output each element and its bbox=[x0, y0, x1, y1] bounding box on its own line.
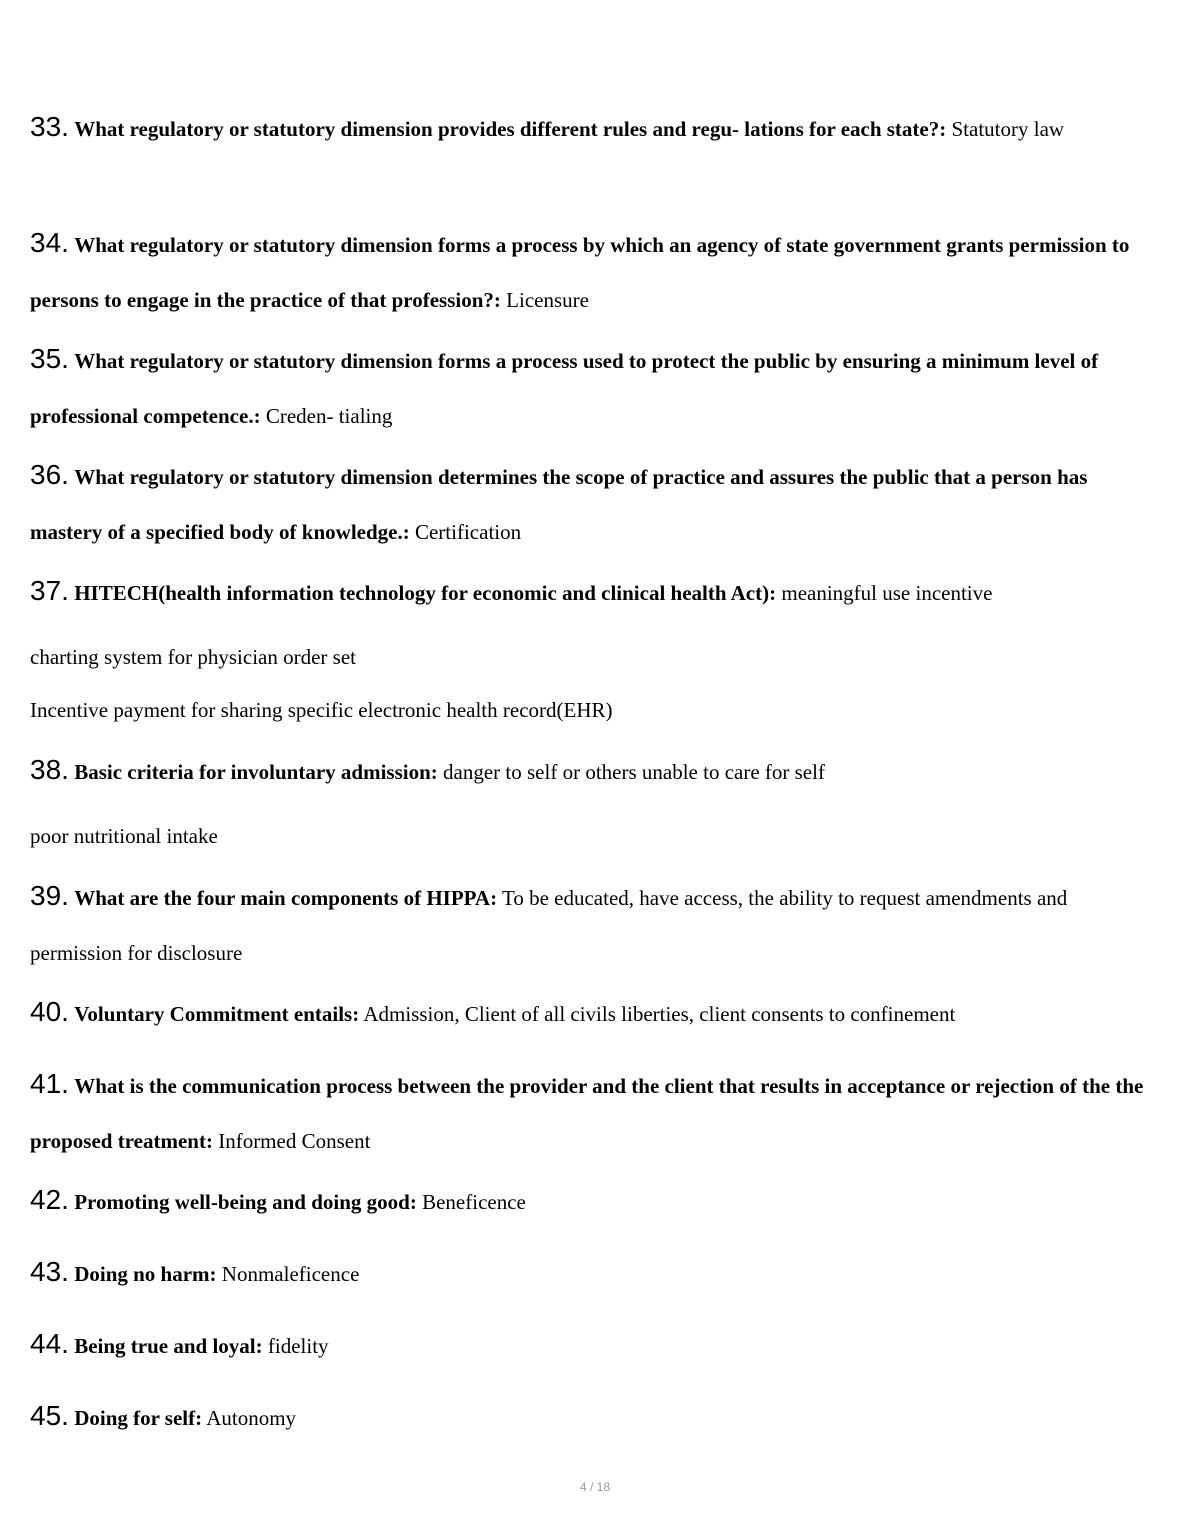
answer-text: Nonmaleficence bbox=[221, 1262, 360, 1286]
qa-item-37 bbox=[30, 563, 1160, 621]
item-number: 38. bbox=[30, 754, 69, 785]
item-number: 34. bbox=[30, 227, 69, 258]
answer-text: To be educated, have access, the ability to request amendments and permission for disclosure bbox=[30, 886, 1068, 965]
qa-item-43 bbox=[30, 1244, 1160, 1302]
qa-item-35 bbox=[30, 331, 1160, 444]
answer-text: fidelity bbox=[267, 1334, 329, 1358]
item-number: 37. bbox=[30, 575, 69, 606]
question-text: What is the communication process between the provider and the client that results in acceptance or rejection of the the proposed treatment: bbox=[30, 1074, 1144, 1153]
question-text: What regulatory or statutory dimension provides different rules and regu- lations for each state?: bbox=[74, 117, 947, 141]
question-text: Promoting well-being and doing good: bbox=[74, 1190, 417, 1214]
qa-item-42 bbox=[30, 1172, 1160, 1230]
item-number: 33. bbox=[30, 111, 69, 142]
item-number: 43. bbox=[30, 1256, 69, 1287]
answer-text: meaningful use incentive bbox=[781, 581, 993, 605]
qa-item-44 bbox=[30, 1316, 1160, 1374]
qa-item-40 bbox=[30, 984, 1160, 1042]
answer-text: Statutory law bbox=[951, 117, 1065, 141]
qa-item-36 bbox=[30, 447, 1160, 560]
item-number: 45. bbox=[30, 1400, 69, 1431]
answer-text: Licensure bbox=[506, 288, 589, 312]
question-text: What regulatory or statutory dimension forms a process by which an agency of state government grants permission to persons to engage in the practice of that profession?: bbox=[30, 233, 1130, 312]
page-number: 4 / 18 bbox=[579, 1480, 611, 1494]
item-number: 41. bbox=[30, 1068, 69, 1099]
answer-text: Creden- tialing bbox=[265, 404, 393, 428]
answer-text: danger to self or others unable to care for self bbox=[443, 760, 825, 784]
question-text: What regulatory or statutory dimension determines the scope of practice and assures the public that a person has mastery of a specified body of knowledge.: bbox=[30, 465, 1088, 544]
answer-text: Informed Consent bbox=[218, 1129, 371, 1153]
question-text: HITECH(health information technology for economic and clinical health Act): bbox=[74, 581, 777, 605]
qa-item-38 bbox=[30, 742, 1160, 800]
question-text: What regulatory or statutory dimension forms a process used to protect the public by ensuring a minimum level of professional competence.: bbox=[30, 349, 1099, 428]
answer-continuation: Incentive payment for sharing specific electronic health record(EHR) bbox=[30, 698, 613, 722]
question-text: Voluntary Commitment entails: bbox=[74, 1002, 360, 1026]
answer-text: Certification bbox=[414, 520, 522, 544]
answer-text: Beneficence bbox=[422, 1190, 526, 1214]
answer-text: Autonomy bbox=[206, 1406, 297, 1430]
item-number: 35. bbox=[30, 343, 69, 374]
answer-continuation: poor nutritional intake bbox=[30, 824, 218, 848]
answer-continuation: charting system for physician order set bbox=[30, 645, 356, 669]
question-text: Doing no harm: bbox=[74, 1262, 217, 1286]
item-number: 44. bbox=[30, 1328, 69, 1359]
qa-item-41 bbox=[30, 1056, 1160, 1169]
question-text: Doing for self: bbox=[74, 1406, 203, 1430]
question-text: Being true and loyal: bbox=[74, 1334, 263, 1358]
question-text: Basic criteria for involuntary admission: bbox=[74, 760, 438, 784]
item-number: 36. bbox=[30, 459, 69, 490]
qa-item-33 bbox=[30, 99, 1160, 157]
item-number: 40. bbox=[30, 996, 69, 1027]
item-number: 42. bbox=[30, 1184, 69, 1215]
answer-text: Admission, Client of all civils liberties, client consents to confinement bbox=[363, 1002, 956, 1026]
question-text: What are the four main components of HIPPA: bbox=[74, 886, 498, 910]
qa-item-39 bbox=[30, 868, 1160, 981]
qa-item-45 bbox=[30, 1388, 1160, 1446]
qa-item-34 bbox=[30, 215, 1160, 328]
item-number: 39. bbox=[30, 880, 69, 911]
